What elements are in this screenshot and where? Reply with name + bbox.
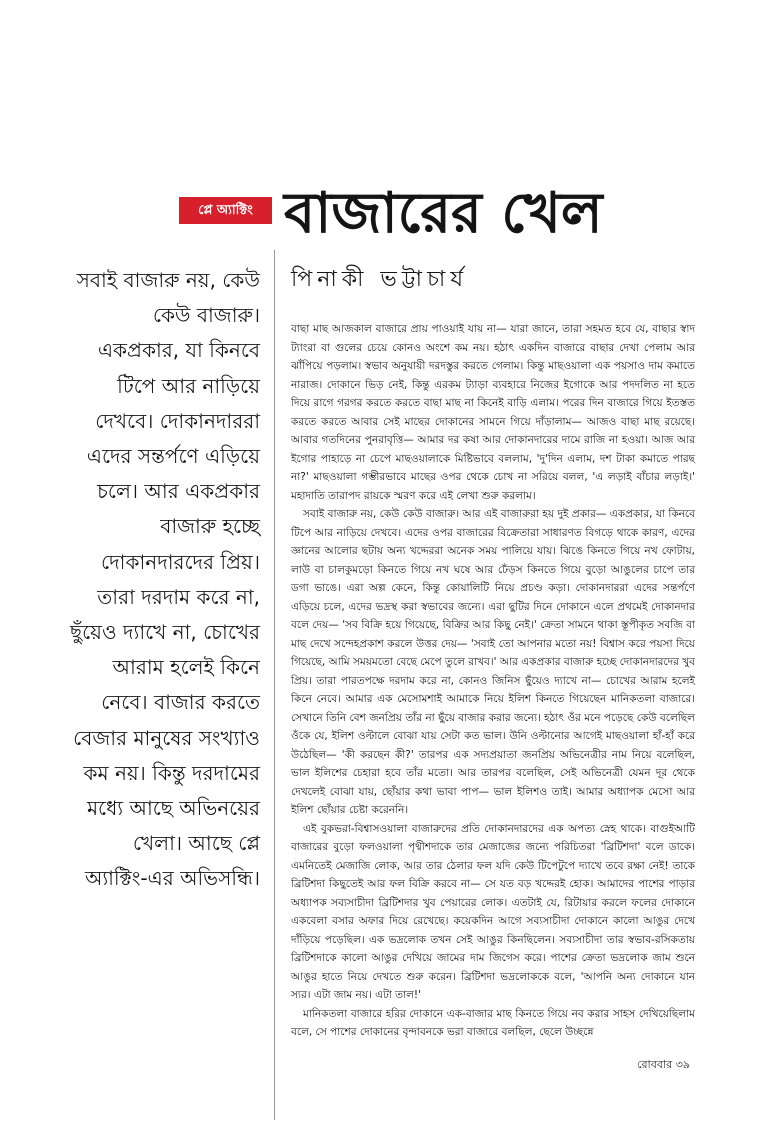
section-badge: প্লে অ্যাক্টিং	[179, 197, 272, 224]
body-paragraph: এই বুকভরা-বিশ্বাসওয়ালা বাজারুদের প্রতি দোকানদারদের এক অপত্য স্নেহ থাকে। বাগুইআটি বাজারের বুড়ো ফলওয়ালা পৃথ্বীশদাকে তার মেজাজের জন্যে পরিচিতরা 'ব্রিটিশদা' বলে ডাকে। এমনিতেই মেজাজি লোক, আর তার ঠেলার ফল যদি কেউ টিপেটুপে দ্যাখে তবে রক্ষা নেই! তাকে ব্রিটিশদা কিছুতেই আর ফল বিক্রি করবে না— সে যত বড় খদ্দেরই হোক। আমাদের পাশের পাড়ার অধ্যাপক সব্যসাচীদা ব্রিটিশদার খুব পেয়ারের লোক। এতটাই যে, রিটায়ার করলে ফলের দোকানে একবেলা বসার অফার দিয়ে রেখেছে। কয়েকদিন আগে সব্যসাচীদা দোকানে কালো আঙুর দেখে দাঁড়িয়ে পড়েছিল। এক ভদ্রলোক তখন সেই আঙুর কিনছিলেন। সব্যসাচীদা তার স্বভাব-রসিকতায় ব্রিটিশদাকে কালো আঙুর দেখিয়ে জামের দাম জিগেস করে। পাশের ক্রেতা ভদ্রলোক জাম শুনে আঙুর হাতে নিয়ে দেখতে শুরু করেন। ব্রিটিশদা ভদ্রলোককে বলে, 'আপনি অন্য দোকানে যান স্যর। এটা জাম নয়। এটা তাল!'	[291, 822, 695, 1001]
article-body	[291, 320, 695, 1052]
headline: বাজারের খেল	[284, 181, 603, 246]
author-byline: পিনাকী ভট্টাচার্য	[291, 267, 468, 292]
page-footer: রোববার ৩৯	[637, 1058, 690, 1071]
body-paragraph: মানিকতলা বাজারে হরির দোকানে এক-বাজার মাছ কিনতে গিয়ে নব করার সাহস দেখিয়েছিলাম বলে, সে পাশের দোকানের বৃন্দাবনকে ভরা বাজারে বলছিল, ছেলে উচ্ছন্নে	[291, 1007, 695, 1038]
body-paragraph: বাছা মাছ আজকাল বাজারে প্রায় পাওয়াই যায় না— যারা জানে, তারা সহমত হবে যে, বাছার স্বাদ ট্যাংরা বা গুলের চেয়ে কোনও অংশে কম নয়। হঠাৎ একদিন বাজারে বাছার দেখা পেলাম আর ঝাঁপিয়ে পড়লাম। স্বভাব অনুযায়ী দরদস্তুর করতে গেলাম। কিন্তু মাছওয়ালা এক পয়সাও দাম কমাতে নারাজ। দোকানে ভিড় নেই, কিন্তু এরকম ট্যাড়া ব্যবহারে নিজের ইগোকে আর পদদলিত না হতে দিয়ে রাগে গরগর করতে করতে বাছা মাছ না কিনেই বাড়ি এলাম। পরের দিন বাজারে গিয়ে ইতস্তত করতে করতে আবার সেই মাছের দোকানের সামনে গিয়ে দাঁড়ালাম— আজও বাছা মাছ রয়েছে। আবার গতদিনের পুনরাবৃত্তি— আমার দর কষা আর দোকানদারের দামে রাজি না হওয়া। আজ আর ইগোর পাহাড়ে না চেপে মাছওয়ালাকে মিষ্টিভাবে বললাম, 'দু'দিন এলাম, দশ টাকা কমাতে পারছ না?' মাছওয়ালা গম্ভীরভাবে মাছের ওপর থেকে চোখ না সরিয়ে বলল, 'এ লড়াই বাঁচার লড়াই।' মহাদাতি তারাপদ রায়কে স্মরণ করে এই লেখা শুরু করলাম।	[291, 323, 695, 502]
column-divider	[274, 250, 275, 1120]
body-paragraph: সবাই বাজারু নয়, কেউ কেউ বাজারু। আর এই বাজারুরা হয় দুই প্রকার— একপ্রকার, যা কিনবে টিপে আর নাড়িয়ে দেখবে। এদের ওপর বাজারের বিক্রেতারা সাধারণত বিগড়ে থাকে কারণ, এদের জ্ঞানের আলোর ছটায় অন্য খদ্দেররা অনেক সময় পালিয়ে যায়। ঝিঙে কিনতে গিয়ে নখ ফোটায়, লাউ বা চালকুমড়ো কিনতে গিয়ে নখ ঘষে আর ঢেঁড়স কিনতে গিয়ে বুড়ো আঙুলের চাপে তার ডগা ভাঙে। এরা অল্প কেনে, কিন্তু কোয়ালিটি নিয়ে প্রচণ্ড কড়া। দোকানদাররা এদের সন্তর্পণে এড়িয়ে চলে, এদের ভদ্রস্থ করা স্বভাবের জন্যে। এরা ছুটির দিনে দোকানে এলে প্রথমেই দোকানদার বলে দেয়— 'সব বিক্রি হয়ে গিয়েছে, বিক্রির আর কিছু নেই।' ক্রেতা সামনে থাকা স্তূপীকৃত সবজি বা মাছ দেখে সন্দেহপ্রকাশ করলে উত্তর দেয়— 'সবাই তো আপনার মতো নয়! বিশ্বাস করে পয়সা দিয়ে গিয়েছে, আমি সময়মতো বেছে মেপে তুলে রাখব।' আর একপ্রকার বাজারু হচ্ছে দোকানদারদের খুব প্রিয়। তারা পারতপক্ষে দরদাম করে না, কোনও জিনিস ছুঁয়েও দ্যাখে না— চোখের আরাম হলেই কিনে নেবে। আমার এক মেসোমশাই আমাকে নিয়ে ইলিশ কিনতে গিয়েছেন মানিকতলা বাজারে। সেখানে তিনি বেশ জনপ্রিয় তাঁর না ছুঁয়ে বাজার করার জন্যে। হঠাৎ ওঁর মনে পড়েছে কেউ বলেছিল ওঁকে যে, ইলিশ ওল্টালে বোঝা যায় সেটা কত ভাল। উনি ওল্টানোর আগেই মাছওয়ালা হাঁ-হাঁ করে উঠেছিল— 'কী করছেন কী?' তারপর এক সদ্যপ্রয়াতা জনপ্রিয় অভিনেত্রীর নাম নিয়ে বলেছিল, ভাল ইলিশের চেহারা হবে তাঁর মতো। আর তারপর বলেছিল, সেই অভিনেত্রী যেমন দূর থেকে দেখলেই বোঝা যায়, ছোঁয়ার কথা ভাবা পাপ— ভাল ইলিশও তাই। আমার অধ্যাপক মেসো আর ইলিশ ছোঁয়ার চেষ্টা করেননি।	[291, 508, 695, 816]
pull-quote: সবাই বাজারু নয়, কেউ কেউ বাজারু। একপ্রকার, যা কিনবে টিপে আর নাড়িয়ে দেখবে। দোকানদাররা এদের সন্তর্পণে এড়িয়ে চলে। আর একপ্রকার বাজারু হচ্ছে দোকানদারদের প্রিয়। তারা দরদাম করে না, ছুঁয়েও দ্যাখে না, চোখের আরাম হলেই কিনে নেবে। বাজার করতে বেজার মানুষের সংখ্যাও কম নয়। কিন্তু দরদামের মধ্যে আছে অভিনয়ের খেলা। আছে প্লে অ্যাক্টিং-এর অভিসন্ধি।	[70, 268, 260, 891]
